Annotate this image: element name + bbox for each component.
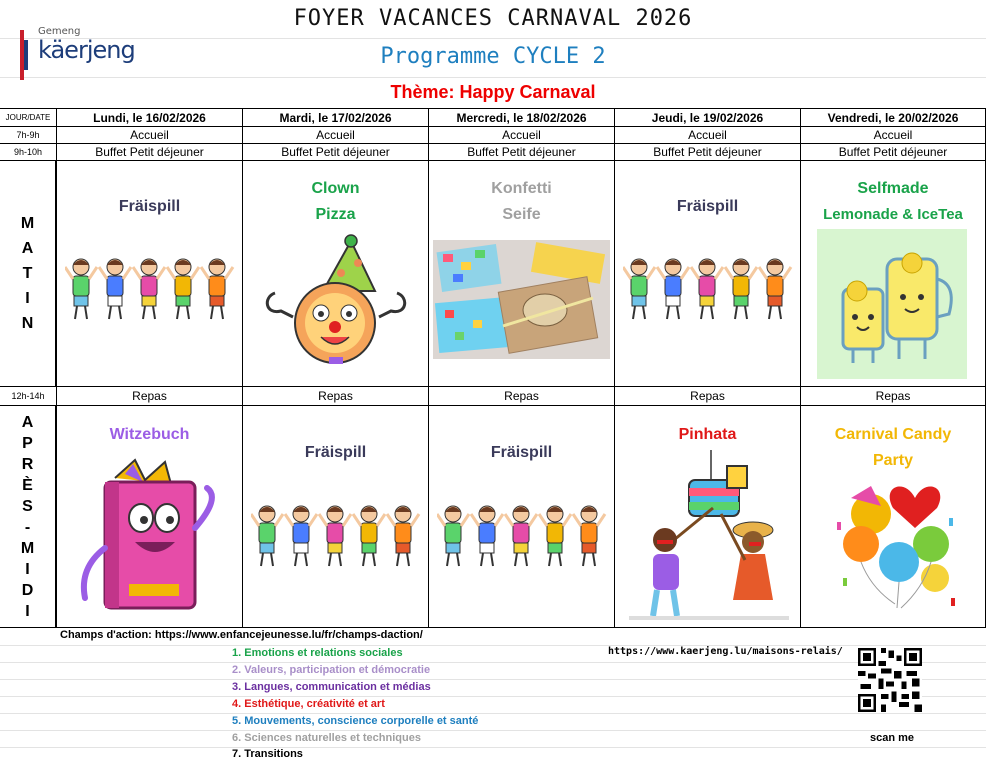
label-letter: R (21, 455, 34, 473)
schedule-table (0, 108, 986, 628)
champ-item (232, 647, 403, 659)
day-header: Mardi, le 17/02/2026 (243, 109, 429, 126)
activity-title: Konfetti (491, 180, 552, 197)
activity-title: Fräispill (490, 444, 553, 461)
champ-number: 2. (232, 664, 242, 676)
slot-text: Accueil (57, 127, 243, 143)
champ-text: Mouvements, conscience corporelle et santé (244, 715, 479, 727)
label-letter: T (22, 265, 33, 282)
activity-cell (615, 161, 801, 386)
champ-item (232, 681, 431, 693)
confetti-soap-icon (433, 240, 610, 359)
children-icon (623, 253, 793, 323)
slot-text: Buffet Petit déjeuner (243, 144, 429, 160)
slot-text: Repas (801, 387, 986, 405)
slot-text: Buffet Petit déjeuner (57, 144, 243, 160)
time-label: 9h-10h (0, 144, 57, 160)
day-header: Jeudi, le 19/02/2026 (615, 109, 801, 126)
activity-title: Witzebuch (109, 426, 190, 443)
champ-text: Transitions (244, 748, 303, 760)
day-header: Mercredi, le 18/02/2026 (429, 109, 615, 126)
gridline (0, 38, 986, 39)
label-letter: N (21, 315, 34, 332)
champ-item (232, 748, 303, 760)
table-header-row (0, 109, 986, 127)
activity-cell (615, 406, 801, 627)
theme-title: Thème: Happy Carnaval (390, 82, 596, 102)
activity-title: Fräispill (304, 444, 367, 461)
activity-cell (801, 406, 986, 627)
activity-title: Pizza (315, 206, 356, 223)
champ-text: Esthétique, créativité et art (244, 698, 385, 710)
activity-title: Selfmade (857, 180, 929, 197)
page-subtitle: Programme CYCLE 2 (380, 44, 606, 69)
repas-row (0, 387, 986, 406)
slot-text: Accueil (615, 127, 801, 143)
activity-title: Fräispill (676, 198, 739, 215)
activity-title: Pinhata (678, 426, 737, 443)
label-letter: M (20, 539, 35, 557)
matin-row (0, 161, 986, 387)
activity-cell (429, 161, 615, 386)
slot-text: Buffet Petit déjeuner (615, 144, 801, 160)
children-icon (251, 500, 421, 570)
scan-me-label: scan me (870, 732, 915, 744)
maisons-relais-link[interactable]: https://www.kaerjeng.lu/maisons-relais/ (608, 646, 843, 657)
label-letter: A (21, 240, 34, 257)
buffet-row (0, 144, 986, 161)
day-header: Lundi, le 16/02/2026 (57, 109, 243, 126)
label-letter: P (22, 434, 33, 452)
champ-item (232, 715, 478, 727)
champ-number: 5. (232, 715, 242, 727)
activity-cell (243, 161, 429, 386)
lemonade-icon (817, 229, 967, 379)
activity-cell (801, 161, 986, 386)
footer (0, 628, 986, 761)
slot-text: Repas (243, 387, 429, 405)
slot-text: Repas (429, 387, 615, 405)
slot-text: Repas (615, 387, 801, 405)
label-letter: È (22, 476, 33, 494)
qr-code-icon[interactable] (858, 648, 922, 712)
matin-label (0, 161, 56, 386)
activity-cell (57, 406, 243, 627)
pinata-icon (629, 450, 789, 622)
slot-text: Buffet Petit déjeuner (429, 144, 615, 160)
balloons-icon (831, 478, 961, 618)
label-letter: D (21, 581, 34, 599)
clown-pizza-icon (263, 233, 413, 368)
activity-cell (243, 406, 429, 627)
joke-book-icon (75, 458, 225, 618)
champ-text: Emotions et relations sociales (244, 647, 403, 659)
champ-text: Sciences naturelles et techniques (244, 732, 421, 744)
activity-title: Clown (311, 180, 360, 197)
label-letter: A (21, 413, 34, 431)
slot-text: Repas (57, 387, 243, 405)
champs-header[interactable]: Champs d'action: https://www.enfancejeunesse.lu/fr/champs-daction/ (60, 629, 423, 641)
children-icon (437, 500, 607, 570)
page-title: FOYER VACANCES CARNAVAL 2026 (293, 6, 693, 31)
logo-big-text: käerjeng (38, 36, 135, 64)
champ-number: 1. (232, 647, 242, 659)
slot-text: Buffet Petit déjeuner (801, 144, 986, 160)
slot-text: Accueil (243, 127, 429, 143)
activity-title: Party (872, 452, 914, 469)
champ-text: Langues, communication et médias (244, 681, 431, 693)
apres-midi-row (0, 406, 986, 628)
corner-label: JOUR/DATE (0, 109, 57, 126)
children-icon (65, 253, 235, 323)
activity-title: Lemonade & IceTea (823, 206, 963, 223)
activity-cell (429, 406, 615, 627)
champ-number: 7. (232, 748, 242, 760)
day-header: Vendredi, le 20/02/2026 (801, 109, 986, 126)
label-letter: M (20, 215, 35, 232)
label-letter: S (22, 497, 33, 515)
slot-text: Accueil (801, 127, 986, 143)
activity-title: Carnival Candy (834, 426, 952, 443)
activity-title: Seife (502, 206, 541, 223)
champ-item (232, 698, 385, 710)
champ-item (232, 732, 421, 744)
label-letter: I (25, 290, 30, 307)
champ-number: 4. (232, 698, 242, 710)
champ-number: 3. (232, 681, 242, 693)
activity-title: Fräispill (118, 198, 181, 215)
apres-midi-label (0, 406, 56, 627)
slot-text: Accueil (429, 127, 615, 143)
activity-cell (57, 161, 243, 386)
time-label: 12h-14h (0, 387, 57, 405)
label-letter: - (24, 518, 31, 536)
label-letter: I (25, 560, 30, 578)
champ-item (232, 664, 430, 676)
gridline (0, 77, 986, 78)
accueil-row (0, 127, 986, 144)
time-label: 7h-9h (0, 127, 57, 143)
logo-small-text: Gemeng (38, 26, 81, 37)
label-letter: I (25, 602, 30, 620)
champ-number: 6. (232, 732, 242, 744)
champ-text: Valeurs, participation et démocratie (244, 664, 431, 676)
